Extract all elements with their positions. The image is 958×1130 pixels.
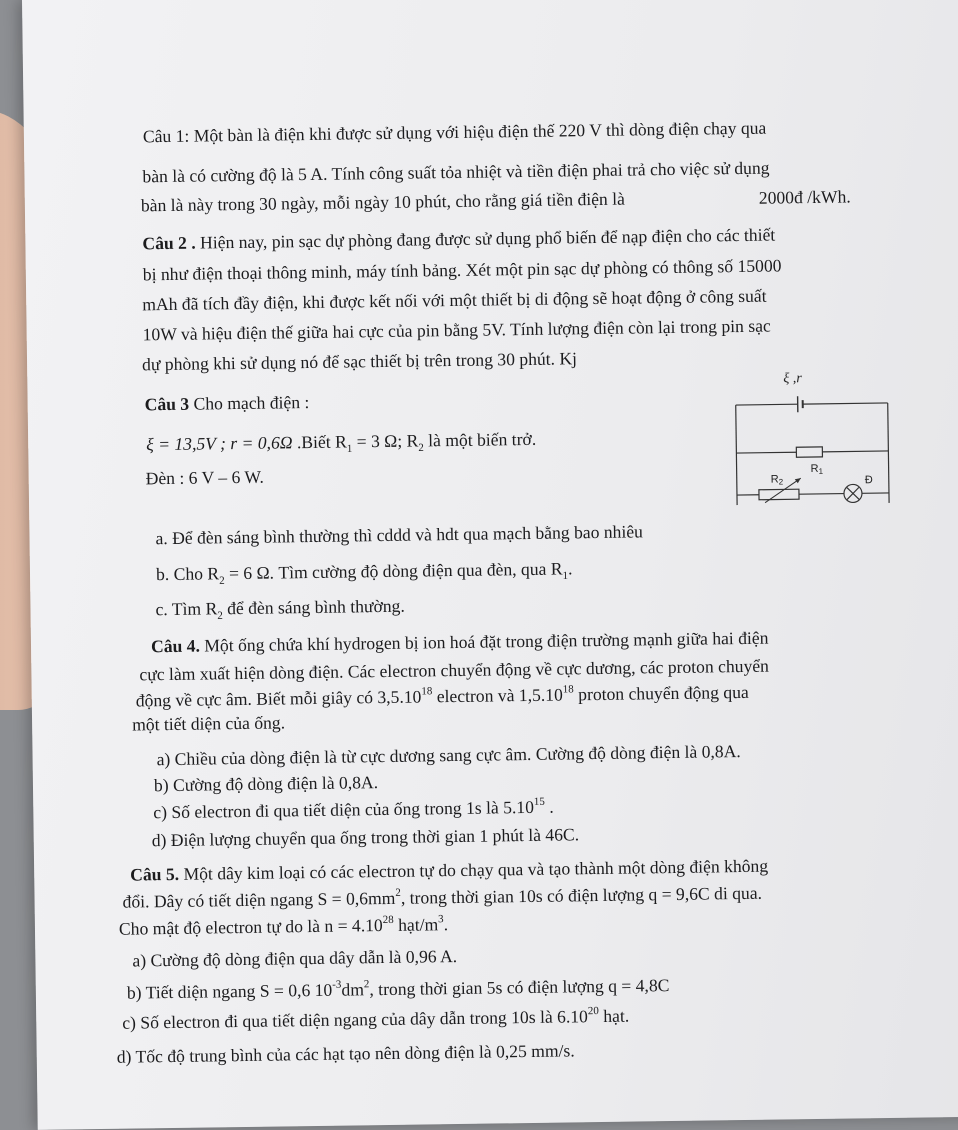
q5-line-1 xyxy=(130,858,768,884)
q2-line-3: mAh đã tích đầy điện, khi được kết nối với một thiết bị di động sẽ hoạt động ở công suất xyxy=(142,288,766,314)
q3-b-text-3: . xyxy=(568,558,573,578)
q5-option-b xyxy=(127,977,670,1002)
q2-line-2: bị như điện thoại thông minh, máy tính bảng. Xét một pin sạc dự phòng có thông số 15000 xyxy=(143,257,782,284)
q5-option-c xyxy=(122,1008,629,1033)
q3-part-a: a. Để đèn sáng bình thường thì cddd và hdt qua mạch bằng bao nhiêu xyxy=(155,523,643,547)
q3-given-r2: = 3 Ω; R xyxy=(352,431,418,452)
q5-text: Một dây kim loại có các electron tự do chạy qua và tạo thành một dòng điện không xyxy=(179,856,768,884)
q3-given-r1-sub: 1 xyxy=(347,443,353,455)
q4-option-d: d) Điện lượng chuyển qua ống trong thời gian 1 phút là 46C. xyxy=(152,826,580,850)
q2-label: Câu 2 . xyxy=(142,233,196,254)
q4-c-exp: 15 xyxy=(534,796,545,808)
r1-label: R1 xyxy=(811,463,824,476)
q3-c-text-2: để đèn sáng bình thường. xyxy=(223,596,405,619)
wire-top-left xyxy=(736,404,798,405)
q4-label: Câu 4. xyxy=(151,636,200,657)
q2-line-5: dự phòng khi sử dụng nó để sạc thiết bị trên trong 30 phút. Kj xyxy=(142,350,577,374)
rheostat-arrowhead xyxy=(795,478,801,483)
q5-b-exp-1: -3 xyxy=(332,979,341,991)
q5-l3-c: . xyxy=(444,914,449,934)
q1-line-2: bàn là có cường độ là 5 A. Tính công suất tỏa nhiệt và tiền điện phai trả cho việc sử dụng xyxy=(142,160,769,186)
q5-option-d: d) Tốc độ trung bình của các hạt tạo nên dòng điện là 0,25 mm/s. xyxy=(117,1042,575,1066)
q5-l3-exp: 28 xyxy=(383,914,394,926)
q4-l3-c: proton chuyển động qua xyxy=(574,682,749,704)
r2-label: R2 xyxy=(771,473,784,486)
q5-l3-a: Cho mật độ electron tự do là n = 4.10 xyxy=(119,915,383,939)
q4-line-4: một tiết diện của ống. xyxy=(132,714,285,734)
q2-line-1 xyxy=(142,227,775,253)
q3-given-r2-sub: 2 xyxy=(418,442,424,454)
wire-r1-right xyxy=(822,451,888,452)
q4-c-text-1: c) Số electron đi qua tiết diện của ống trong 1s là 5.10 xyxy=(153,797,534,822)
q4-option-c xyxy=(153,799,554,822)
q3-label: Câu 3 xyxy=(145,394,190,415)
q5-b-exp-2: 2 xyxy=(364,978,370,990)
q1-line-3: bàn là này trong 30 ngày, mỗi ngày 10 phút, cho rằng giá tiền điện là xyxy=(141,191,625,215)
wire-left xyxy=(736,405,737,505)
q5-label: Câu 5. xyxy=(130,864,179,885)
wire-r1-left xyxy=(736,452,796,453)
q5-b-text-3: , trong thời gian 5s có điện lượng q = 4,8C xyxy=(369,975,669,999)
q4-line-2: cực làm xuất hiện dòng điện. Các electron chuyển động về cực dương, các proton chuyển xyxy=(139,658,769,684)
circuit-source-label: ξ ,r xyxy=(783,371,802,386)
q5-b-text-1: b) Tiết diện ngang S = 0,6 10 xyxy=(127,980,333,1003)
q5-c-text-1: c) Số electron đi qua tiết diện ngang của dây dẫn trong 10s là 6.10 xyxy=(122,1006,588,1032)
q5-line-2 xyxy=(122,885,762,912)
q3-c-sub: 2 xyxy=(217,610,223,622)
q5-b-text-2: dm xyxy=(341,979,364,999)
q3-part-b xyxy=(156,560,573,583)
q4-line-3 xyxy=(136,684,749,710)
q3-title xyxy=(145,394,310,414)
q5-option-a: a) Cường độ dòng điện qua dây dẫn là 0,96 A. xyxy=(132,948,457,970)
wire-top-right xyxy=(803,403,888,404)
circuit-diagram xyxy=(727,363,899,515)
q2-line-4: 10W và hiệu điện thế giữa hai cực của pin bằng 5V. Tính lượng điện còn lại trong pin sạc xyxy=(143,318,771,344)
q5-l3-b: hạt/m xyxy=(394,914,439,935)
q1-price: 2000đ /kWh. xyxy=(759,188,851,207)
q5-l2-b: , trong thời gian 10s có điện lượng q = 9,6C di qua. xyxy=(401,883,762,908)
q3-title-text: Cho mạch điện : xyxy=(189,392,309,414)
q4-text: Một ống chứa khí hydrogen bị ion hoá đặt trong điện trường mạnh giữa hai điện xyxy=(200,628,769,656)
q5-c-exp: 20 xyxy=(588,1005,599,1017)
q3-b-sub-1: 2 xyxy=(219,575,225,587)
worksheet-page xyxy=(22,0,958,1130)
rheostat-r2 xyxy=(759,489,799,500)
q4-l3-exp-1: 18 xyxy=(421,685,432,697)
q2-text: Hiện nay, pin sạc dự phòng đang được sử dụng phổ biến để nạp điện cho các thiết xyxy=(196,225,776,253)
q3-part-c xyxy=(155,598,405,619)
q3-given-end: là một biến trở. xyxy=(424,429,537,451)
q4-l3-b: electron và 1,5.10 xyxy=(432,685,563,707)
q1-line-1: Câu 1: Một bàn là điện khi được sử dụng với hiệu điện thế 220 V thì dòng điện chạy qua xyxy=(143,120,767,146)
wire-right xyxy=(888,403,889,503)
q5-c-text-2: hạt. xyxy=(599,1006,630,1026)
lamp-label: Đ xyxy=(865,474,873,486)
q3-b-text-2: = 6 Ω. Tìm cường độ dòng điện qua đèn, qua R xyxy=(224,559,562,584)
q5-l2-a: đổi. Dây có tiết diện ngang S = 0,6mm xyxy=(122,888,395,912)
q4-line-1 xyxy=(151,630,769,656)
q3-given-r1: .Biết R xyxy=(292,432,347,453)
q3-lamp: Đèn : 6 V – 6 W. xyxy=(146,469,264,488)
q3-emf: ξ = 13,5V ; r = 0,6Ω xyxy=(146,432,293,454)
wire-lamp-left xyxy=(799,494,844,495)
q4-l3-a: động về cực âm. Biết mỗi giây có 3,5.10 xyxy=(136,686,422,710)
q5-l3-exp-2: 3 xyxy=(438,913,444,925)
q3-given xyxy=(146,431,536,454)
q3-b-sub-2: 1 xyxy=(563,570,569,582)
q5-l2-exp: 2 xyxy=(395,887,401,899)
q3-b-text-1: b. Cho R xyxy=(156,563,219,584)
q4-option-b: b) Cường độ dòng điện là 0,8A. xyxy=(154,774,378,795)
q4-option-a: a) Chiều của dòng điện là từ cực dương sang cực âm. Cường độ dòng điện là 0,8A. xyxy=(157,743,741,769)
q4-c-text-2: . xyxy=(545,797,554,817)
resistor-r1 xyxy=(796,447,822,457)
q5-line-3 xyxy=(119,916,448,938)
q3-c-text-1: c. Tìm R xyxy=(155,598,217,619)
q4-l3-exp-2: 18 xyxy=(563,684,574,696)
